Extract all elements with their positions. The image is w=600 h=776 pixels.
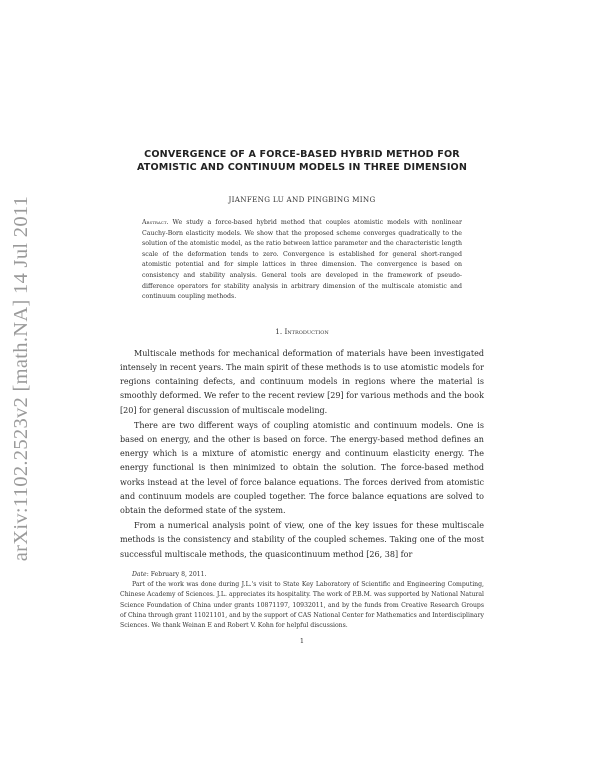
page-number: 1 [299, 636, 305, 645]
arxiv-identifier-stamp [2, 178, 42, 578]
abstract-heading: Abstract. [142, 219, 169, 226]
section-title: Introduction [284, 326, 329, 336]
paper-authors: JIANFENG LU AND PINGBING MING [228, 195, 376, 204]
date-footnote [120, 570, 484, 580]
acknowledgment-footnote: Part of the work was done during J.L.'s visit to State Key Laboratory of Scientific and Engineering Computing, Chinese Academy of Sciences. J.L. appreciates its hospitality. The work of P.B.M. was supported by National Natural Science Foundation of China under grants 10871197, 10932011, and by the funds from Creative Research Groups of China through grant 11021101, and by the support of CAS National Center for Mathematics and Interdisciplinary Sciences. We thank Weinan E and Robert V. Kohn for helpful discussions. [120, 581, 484, 630]
date-value: : February 8, 2011. [146, 570, 207, 578]
section-number: 1. [275, 326, 283, 336]
footnotes [120, 570, 484, 632]
date-label: Date [132, 570, 147, 578]
arxiv-identifier-text: arXiv:1102.2523v2 [math.NA] 14 Jul 2011 [10, 195, 33, 561]
abstract-block [142, 218, 462, 303]
paragraph: Multiscale methods for mechanical deformation of materials have been investigated intensely in recent years. The main spirit of these methods is to use atomistic models for regions containing defects, and continuum models in regions where the material is smoothly deformed. We refer to the recent review [29] for various methods and the book [20] for general discussion of multiscale modeling. [120, 348, 484, 415]
abstract-text: We study a force-based hybrid method that couples atomistic models with nonlinear Cauchy-Born elasticity models. We show that the proposed scheme converges quadratically to the solution of the atomistic model, as the ratio between lattice parameter and the characteristic length scale of the deformation tends to zero. Convergence is established for general short-ranged atomistic potential and for simple lattices in three dimension. The convergence is based on consistency and stability analysis. General tools are developed in the framework of pseudo-difference operators for stability analysis in arbitrary dimension of the multiscale atomistic and continuum coupling methods. [142, 219, 462, 301]
section-heading [120, 327, 484, 336]
paper-title: CONVERGENCE OF A FORCE-BASED HYBRID METHOD FOR ATOMISTIC AND CONTINUUM MODELS IN THREE DIMENSION [136, 149, 468, 173]
body-text [120, 347, 484, 562]
paragraph: From a numerical analysis point of view, one of the key issues for these multiscale methods is the consistency and stability of the coupled schemes. Taking one of the most successful multiscale methods, the quasicontinuum method [26, 38] for [120, 521, 484, 559]
paragraph: There are two different ways of coupling atomistic and continuum models. One is based on energy, and the other is based on force. The energy-based method defines an energy which is a mixture of atomistic energy and continuum elasticity energy. The energy functional is then minimized to obtain the solution. The force-based method works instead at the level of force balance equations. The forces derived from atomistic and continuum models are coupled together. The force balance equations are solved to obtain the deformed state of the system. [120, 420, 484, 515]
paper-page [120, 0, 484, 645]
